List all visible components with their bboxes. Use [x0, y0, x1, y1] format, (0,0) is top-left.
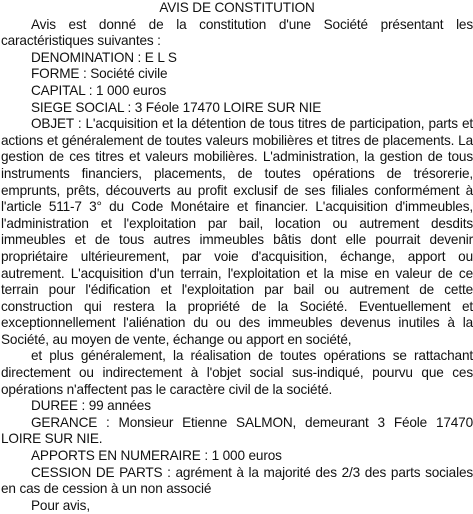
capital-line: CAPITAL : 1 000 euros: [31, 82, 167, 98]
duree-line: DUREE : 99 années: [31, 398, 151, 414]
notice-title: AVIS DE CONSTITUTION: [159, 0, 315, 15]
closing-line: Pour avis,: [31, 497, 90, 513]
apports-line: APPORTS EN NUMERAIRE : 1 000 euros: [31, 448, 282, 464]
notice-intro: Avis est donné de la constitution d'une Société présentant les caractéristiques suivantes :: [1, 16, 473, 49]
objet-paragraph: OBJET : L'acquisition et la détention de tous titres de participation, parts et actions et généralement de toutes valeurs mobilières et titres de placements. La gestion de ces titres et valeurs mobilières. L'administration, la gestion de tous instruments financiers, placements, de toutes opérations de trésorerie, emprunts, prêts, découverts au profit exclusif de ses filiales conformément à l'article 511-7 3° du Code Monétaire et financier. L'acquisition d'immeubles, l'administration et l'exploitation par bail, location ou autrement desdits immeubles et de tous autres immeubles bâtis dont elle pourrait devenir propriétaire ultérieurement, par voie d'acquisition, échange, apport ou autrement. L'acquisition d'un terrain, l'exploitation et la mise en valeur de ce terrain pour l'édification et l'exploitation par bail ou autrement de cette construction qui restera la propriété de la Société. Eventuellement et exceptionnellement l'aliénation du ou des immeubles devenus inutiles à la Société, au moyen de vente, échange ou apport en société,: [1, 116, 473, 347]
objet-continuation: et plus généralement, la réalisation de toutes opérations se rattachant directement ou indirectement à l'objet social sus-indiqué, pourvu que ces opérations n'affectent pas le caractère civil de la société.: [1, 348, 473, 397]
siege-social-line: SIEGE SOCIAL : 3 Féole 17470 LOIRE SUR NIE: [31, 99, 322, 115]
cession-paragraph: CESSION DE PARTS : agrément à la majorité des 2/3 des parts sociales en cas de cession à un non associé: [1, 464, 473, 497]
gerance-paragraph: GERANCE : Monsieur Etienne SALMON, demeurant 3 Féole 17470 LOIRE SUR NIE.: [1, 414, 473, 447]
denomination-line: DENOMINATION : E L S: [31, 49, 177, 65]
forme-line: FORME : Société civile: [31, 66, 168, 82]
